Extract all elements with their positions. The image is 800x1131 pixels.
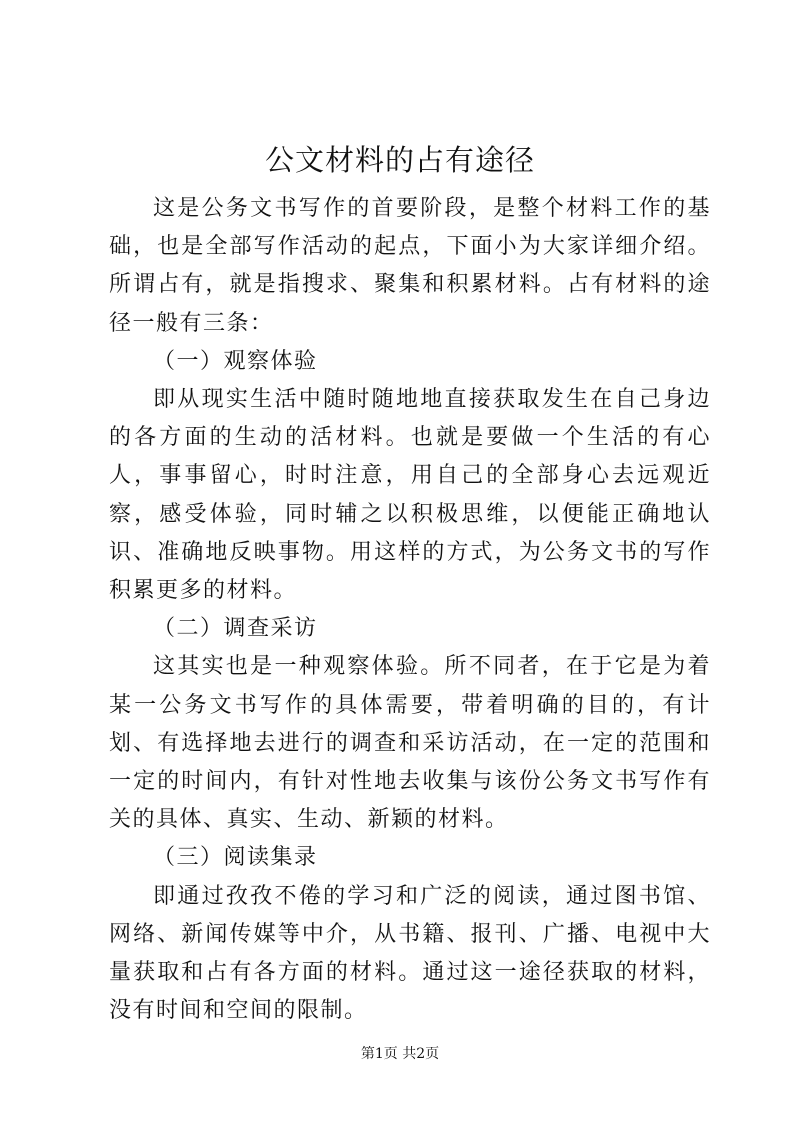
investigation-paragraph: 这其实也是一种观察体验。所不同者，在于它是为着某一公务文书写作的具体需要，带着明确的目的，有计划、有选择地去进行的调查和采访活动，在一定的范围和一定的时间内，有针对性地去收集与该份公务文书写作有关的具体、真实、生动、新颖的材料。 xyxy=(109,654,711,833)
section-heading-observation: （一）观察体验 xyxy=(153,348,318,374)
document-body xyxy=(109,190,711,1030)
intro-paragraph: 这是公务文书写作的首要阶段，是整个材料工作的基础，也是全部写作活动的起点，下面小为大家详细介绍。所谓占有，就是指搜求、聚集和积累材料。占有材料的途径一般有三条： xyxy=(109,196,711,336)
reading-paragraph: 即通过孜孜不倦的学习和广泛的阅读，通过图书馆、网络、新闻传媒等中介，从书籍、报刊、广播、电视中大量获取和占有各方面的材料。通过这一途径获取的材料，没有时间和空间的限制。 xyxy=(109,883,711,1024)
page-number-footer: 第1页 共2页 xyxy=(360,1046,440,1062)
section-heading-investigation: （二）调查采访 xyxy=(153,616,318,642)
section-heading-reading: （三）阅读集录 xyxy=(153,845,318,871)
document-title: 公文材料的占有途径 xyxy=(264,143,535,177)
observation-paragraph: 即从现实生活中随时随地地直接获取发生在自己身边的各方面的生动的活材料。也就是要做一个生活的有心人，事事留心，时时注意，用自己的全部身心去远观近察，感受体验，同时辅之以积极思维，以便能正确地认识、准确地反映事物。用这样的方式，为公务文书的写作积累更多的材料。 xyxy=(109,387,711,604)
